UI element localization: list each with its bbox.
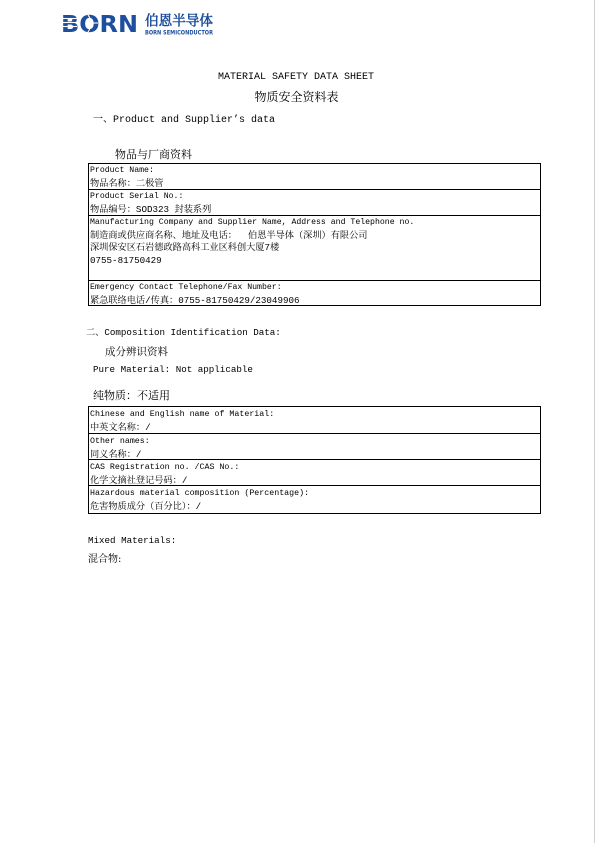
- manufacturer-phone: 0755-81750429: [90, 254, 162, 266]
- other-names-label-cn: 同义名称：/: [90, 449, 142, 460]
- other-names-label-en: Other names:: [90, 437, 150, 446]
- logo-cn-name: 伯恩半导体: [145, 13, 215, 30]
- manufacturer-label-en: Manufacturing Company and Supplier Name, Address and Telephone no.: [90, 218, 415, 227]
- doc-title-cn: 物质安全资料表: [254, 90, 339, 104]
- doc-title-en: MATERIAL SAFETY DATA SHEET: [217, 72, 375, 83]
- product-supplier-table: [88, 163, 541, 306]
- material-name-label-en: Chinese and English name of Material:: [90, 410, 275, 419]
- logo-wordmark: BORN: [61, 12, 138, 38]
- composition-table: [88, 406, 541, 514]
- emergency-contact-label-en: Emergency Contact Telephone/Fax Number:: [90, 283, 282, 292]
- product-serial-label-cn: 物品编号：SOD323 封装系列: [90, 203, 212, 215]
- product-name-label-en: Product Name:: [90, 166, 154, 175]
- manufacturer-row: [89, 216, 540, 281]
- section2-heading: 二、Composition Identification Data:: [86, 327, 281, 338]
- mixed-materials-cn: 混合物:: [88, 554, 122, 565]
- product-name-row: [89, 164, 540, 190]
- logo-en-name: BORN SEMICONDUCTOR: [145, 29, 214, 37]
- product-serial-row: [89, 190, 540, 216]
- hazardous-composition-row: [89, 486, 540, 513]
- section1-heading: 一、Product and Supplier’s data: [93, 115, 276, 126]
- manufacturer-label-cn: 制造商或供应商名称、地址及电话： 伯恩半导体（深圳）有限公司: [90, 229, 368, 241]
- material-name-label-cn: 中英文名称：/: [90, 422, 151, 433]
- emergency-contact-row: [89, 281, 540, 305]
- cas-number-row: [89, 460, 540, 486]
- company-logo: [58, 9, 218, 39]
- product-name-label-cn: 物品名称：二极管: [90, 177, 164, 189]
- manufacturer-address: 深圳保安区石岩德政路高科工业区科创大厦7楼: [90, 242, 280, 253]
- section2-subheading: 成分辨识资料: [105, 346, 168, 358]
- cas-number-label-cn: 化学文摘社登记号码：/: [90, 475, 188, 486]
- emergency-contact-label-cn: 紧急联络电话/传真：0755-81750429/23049906: [90, 294, 300, 305]
- pure-material-cn: 纯物质：不适用: [93, 389, 170, 402]
- cas-number-label-en: CAS Registration no. /CAS No.:: [90, 463, 240, 472]
- pure-material-en: Pure Material: Not applicable: [93, 364, 253, 375]
- product-serial-label-en: Product Serial No.:: [90, 192, 184, 201]
- other-names-row: [89, 434, 540, 460]
- material-name-row: [89, 407, 540, 434]
- hazardous-composition-label-en: Hazardous material composition (Percentage):: [90, 489, 310, 498]
- hazardous-composition-label-cn: 危害物质成分（百分比）：/: [90, 501, 202, 512]
- section1-subheading: 物品与厂商资料: [115, 148, 192, 161]
- mixed-materials-en: Mixed Materials:: [88, 535, 177, 546]
